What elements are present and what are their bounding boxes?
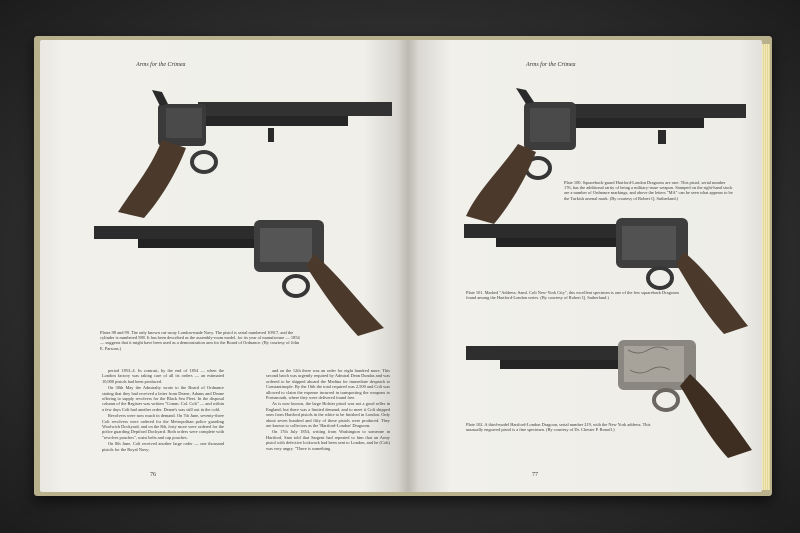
left-page bbox=[40, 40, 408, 492]
left-folio: 76 bbox=[150, 472, 156, 478]
open-book bbox=[34, 36, 772, 496]
left-col1-paragraph: Revolvers were now much in demand. On 7th June, seventy-three Colt revolvers were ordered for the Metropolitan police guarding Woolwich Dockyard; and on the 8th, forty more were ordered for the police guarding Deptford Dockyard. Both orders were complete with "revolver pouches", waist belts and cap pouches. bbox=[102, 413, 224, 440]
left-col2-paragraph: On 17th July 1854, writing from Washington to someone in Hartford, Sam told that Sargent had repeated to him that an Army pistol with defective lockwork had been sent to London, and he (Colt) was very angry. "There is something bbox=[266, 429, 390, 451]
left-col1-paragraph: period 1853–4. In contrast, by the end of 1854 — when the London factory was taking care of all its orders — an estimated 10,000 pistols had been produced. bbox=[102, 368, 224, 384]
left-col2-paragraph: and on the 12th there was an order for eight hundred more. This second batch was urgently required by Admiral Dean Dundas and was ordered to be shipped aboard the Medina for immediate despatch to Constantinople. By the 16th the total required was 2,500 and Colt was allowed to claim the expense incurred in transporting the weapons to Portsmouth, where they were delivered found free. bbox=[266, 368, 390, 401]
right-page bbox=[408, 40, 762, 492]
page-stack-edge bbox=[762, 44, 770, 490]
left-page-caption: Plates 98 and 99. The only known cut-away London-made Navy. The pistol is serial numbered 10917, and the cylinder is numbered 588. It has been described as the assembly-room model, for its year of manufacture — 1854 — suggests that it might have been used as a demonstration arm for the Board of Ordnance. (By courtesy of John E. Parsons.) bbox=[100, 330, 300, 351]
left-running-head: Arms for the Crimea bbox=[136, 62, 186, 68]
left-col1-paragraph: On 8th June, Colt received another large order — one thousand pistols for the Royal Navy; bbox=[102, 441, 224, 452]
right-page-caption-3: Plate 102. A third-model Hartford-London Dragoon, serial number 219, with the New York address. This unusually engraved pistol is a fine specimen. (By courtesy of Dr. Chester P. Bonoff.) bbox=[466, 422, 651, 433]
left-col2-paragraph: As is now known, the large Holster pistol was not a good seller in England; but there was a limited demand, and to meet it Colt shipped ones from Hartford pistols in the white to be finished in London. Only about seven hundred and fifty of these pistols were produced. They are known to collectors as the 'Hartford-London' Dragoons. bbox=[266, 401, 390, 429]
left-text-column-1 bbox=[102, 368, 224, 478]
right-running-head: Arms for the Crimea bbox=[526, 62, 576, 68]
right-folio: 77 bbox=[532, 472, 538, 478]
left-text-column-2 bbox=[266, 368, 390, 478]
right-page-caption-2: Plate 101. Marked "Address: Saml. Colt New-York City", this excellent specimen is one of the few squareback Dragoons found among the Hartford-London series. (By courtesy of Robert Q. Sutherland.) bbox=[466, 290, 680, 301]
right-page-caption-1: Plate 100. Squareback-guard Hartford-London Dragoons are rare. This pistol, serial number 176, has the additional rarity of being a military-issue weapon. Stamped on the right-hand stock are a number of Ordnance markings, and above the letters "MA" can be seen what appears to be the Turkish arsenal mark. (By courtesy of Robert Q. Sutherland.) bbox=[564, 180, 733, 201]
left-col1-paragraph: On 30th May the Admiralty wrote to the Board of Ordnance stating that they had received a letter from Deane, Adams and Deane offering to supply revolvers for the Black Sea Fleet. In the disposal column of the Register was written "Comm. Col. Colt" — and within a few days Colt had another order. Deane's was still out in the cold. bbox=[102, 385, 224, 412]
